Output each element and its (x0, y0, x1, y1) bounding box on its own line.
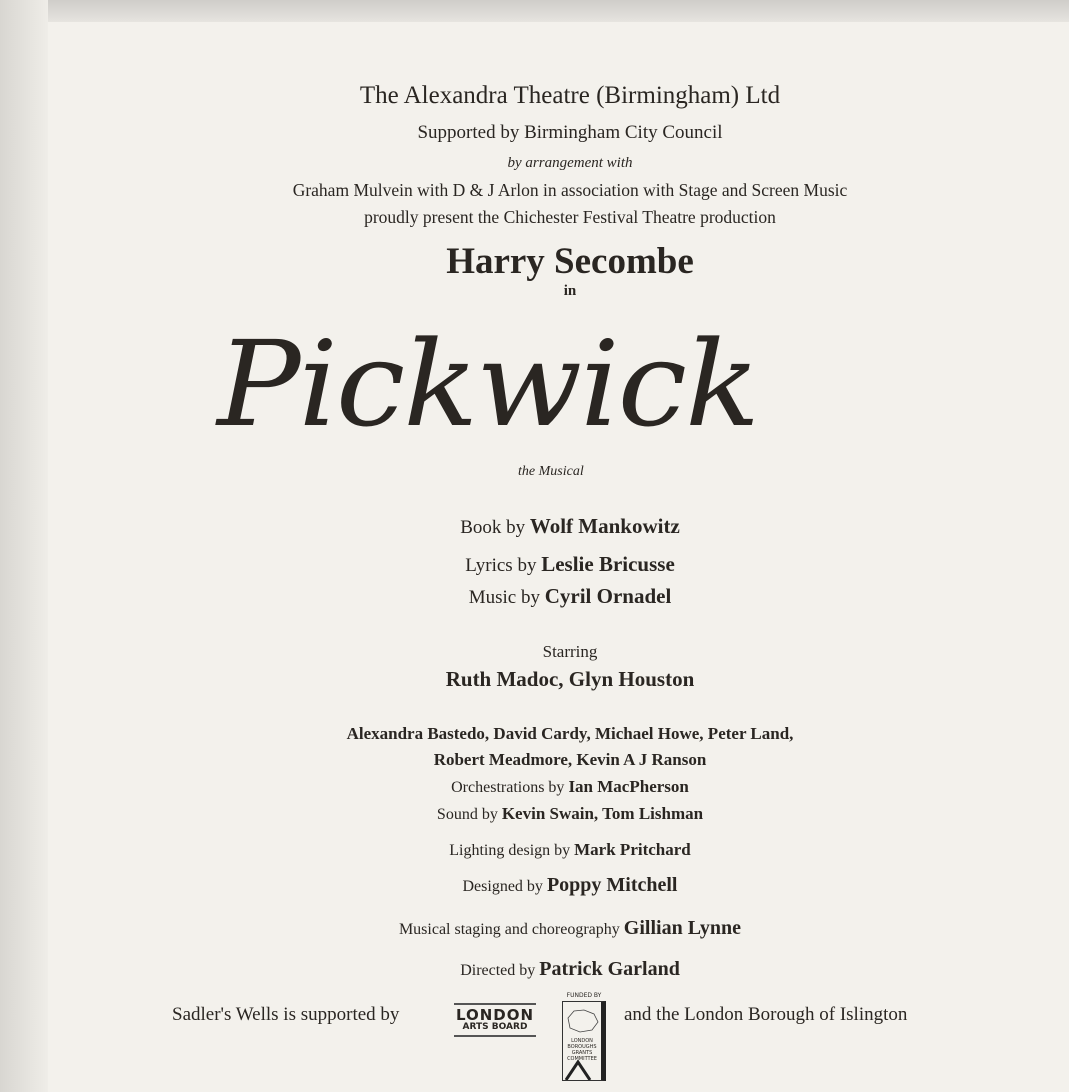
footer-left-text: Sadler's Wells is supported by (172, 1004, 400, 1025)
logo-chevron-icon (564, 1060, 602, 1080)
starring-names: Ruth Madoc, Glyn Houston (445, 667, 695, 691)
support-line: Supported by Birmingham City Council (417, 122, 723, 143)
credit-music: Music by Cyril Ornadel (468, 584, 672, 608)
footer-right-text: and the London Borough of Islington (624, 1004, 908, 1025)
credit-choreography: Musical staging and choreography Gillian Lynne (398, 917, 742, 939)
arrangement-line: by arrangement with (507, 155, 633, 171)
funding-footer (172, 992, 972, 1070)
page-top-edge (0, 0, 1069, 22)
presents-line: proudly present the Chichester Festival Theatre production (364, 207, 776, 227)
credit-lighting: Lighting design by Mark Pritchard (449, 840, 691, 859)
credit-design: Designed by Poppy Mitchell (462, 874, 678, 896)
london-arts-board-logo: LONDON ARTS BOARD (454, 1003, 536, 1037)
show-subtitle: the Musical (518, 464, 584, 479)
credit-orchestrations: Orchestrations by Ian MacPherson (451, 777, 689, 796)
credit-book: Book by Wolf Mankowitz (460, 514, 680, 538)
cast-line-2: Robert Meadmore, Kevin A J Ranson (433, 750, 707, 769)
london-map-icon (564, 1006, 602, 1036)
star-name: Harry Secombe (446, 241, 694, 282)
show-title-logo: Pickwick (217, 315, 758, 453)
london-boroughs-grants-logo: FUNDED BY LONDON BOROUGHS GRANTS COMMITTEE (562, 992, 606, 1082)
credit-director: Directed by Patrick Garland (460, 958, 680, 980)
credit-lyrics: Lyrics by Leslie Bricusse (465, 552, 675, 576)
star-in: in (563, 283, 577, 299)
cast-line-1: Alexandra Bastedo, David Cardy, Michael Howe, Peter Land, (346, 724, 794, 743)
producers-line: Graham Mulvein with D & J Arlon in association with Stage and Screen Music (292, 180, 848, 200)
credit-sound: Sound by Kevin Swain, Tom Lishman (436, 804, 704, 823)
company-name: The Alexandra Theatre (Birmingham) Ltd (359, 82, 781, 109)
starring-label: Starring (542, 642, 598, 661)
